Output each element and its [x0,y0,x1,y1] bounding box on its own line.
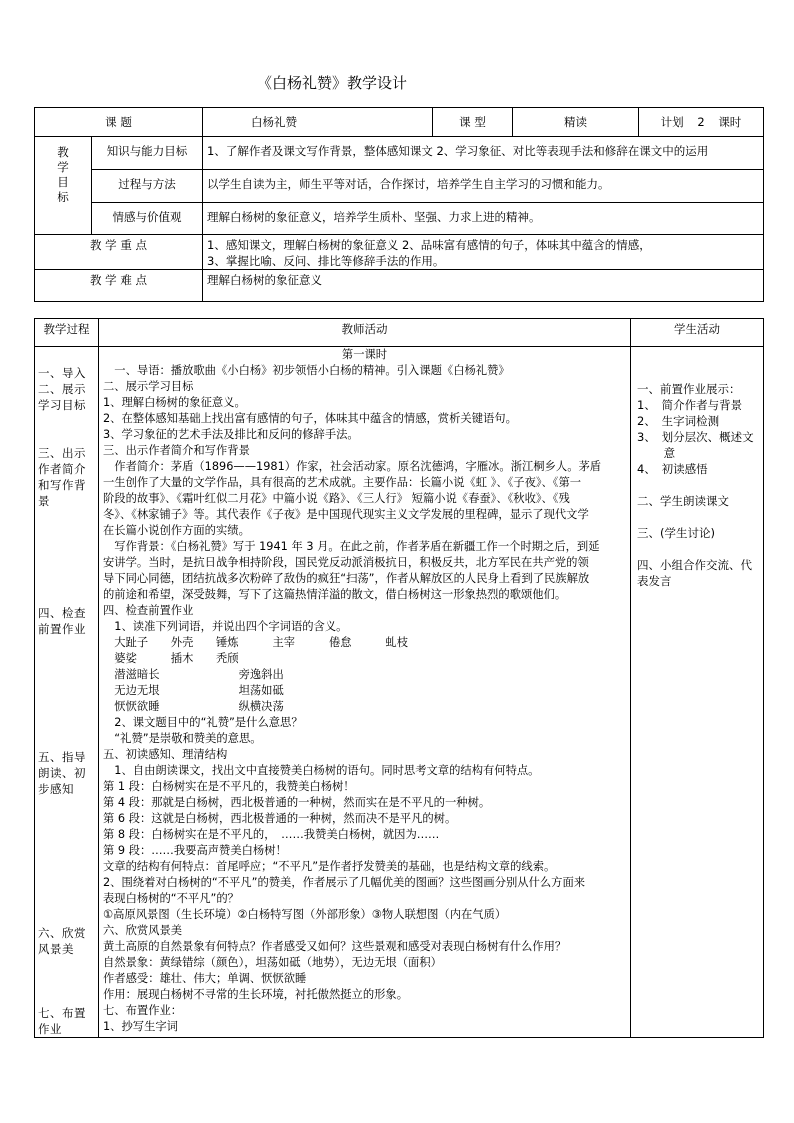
teacher-activity-line: 第 6 段：这就是白杨树，西北极普通的一种树，然而决不是平凡的树。 [103,812,457,825]
plan-value: 2 [697,115,705,129]
teacher-activity-line: 无边无垠 坦荡如砥 [103,684,284,697]
goals-label: 教 学 目 标 [35,137,92,235]
teacher-activity-line: 六、欣赏风景美 [103,924,183,937]
student-activity-line: 意 [637,446,676,460]
process-step [38,365,96,381]
page-title: 《白杨礼赞》教学设计 [257,74,408,92]
teacher-activity-line: 1、理解白杨树的象征意义。 [103,396,246,409]
teacher-activity-line: 婆娑 插木 秃颀 [103,652,239,665]
teacher-activity-line: 2、围绕着对白杨树的“不平凡”的赞美，作者展示了几幅优美的图画？这些图画分别从什么方面来 [103,876,586,889]
teacher-activity-line: 第 4 段：那就是白杨树，西北极普通的一种树，然而实在是不平凡的一种树。 [103,796,491,809]
process-step-line: 七、布置 [38,1006,86,1020]
student-activity-line: 四、小组合作交流、代 [637,558,752,572]
teacher-activity-line: 四、检查前置作业 [103,604,194,617]
student-activity-column [631,347,764,1038]
teacher-activity-line: 表现白杨树的“不平凡”的？ [103,892,239,905]
student-activity-line: 4、 初读感悟 [637,462,708,476]
teacher-activity-line: 一生创作了大量的文学作品，具有很高的艺术成就。主要作品：长篇小说《虹 》、《子夜》、《第一 [103,476,582,489]
process-step-line: 景 [38,494,50,508]
process-step [38,1005,96,1037]
difficult-points-label: 教 学 难 点 [35,270,203,302]
teacher-activity-line: 大趾子 外壳 锤炼 主宰 倦怠 虬枝 [103,636,409,649]
topic-value: 白杨礼赞 [203,108,433,137]
teacher-activity-line: 的前途和希望，深受鼓舞，写下了这篇热情洋溢的散文，借白杨树这一形象热烈的歌颂他们。 [103,588,567,601]
teacher-activity-line: 作者感受：雄壮、伟大；单调、恹恹欲睡 [103,972,307,985]
difficult-points-text: 理解白杨树的象征意义 [203,270,764,302]
teaching-process-table [34,318,764,1038]
lesson-info-table [34,107,764,302]
student-activity-line: 表发言 [637,574,672,588]
teacher-activity-line: 二、展示学习目标 [103,380,194,393]
teacher-activity-line: 五、初读感知、理清结构 [103,748,228,761]
teacher-activity-line: ①高原风景图（生长环境）②白杨特写图（外部形象）③物人联想图（内在气质） [103,908,507,921]
teacher-activity-line: 黄土高原的自然景象有何特点？作者感受又如何？这些景观和感受对表现白杨树有什么作用？ [103,940,567,953]
process-step-line: 四、检查 [38,606,86,620]
process-step-line: 二、展示 [38,382,86,396]
teacher-activity-line: 文章的结构有何特点：首尾呼应；“不平凡”是作者抒发赞美的基础，也是结构文章的线索。 [103,860,556,873]
process-step-line: 作者简介 [38,462,86,476]
plan-cell [639,108,764,137]
teacher-activity-column [99,347,631,1038]
teacher-activity-line: 2、课文题目中的“礼赞”是什么意思？ [103,716,303,729]
process-step-line: 前置作业 [38,622,86,636]
process-step-line: 五、指导 [38,750,86,764]
goal-emotion-label: 情感与价值观 [92,203,203,235]
student-activity-line: 一、前置作业展示： [637,382,741,396]
topic-label: 课 题 [35,108,203,137]
process-step-line: 作业 [38,1022,62,1036]
key-points-text: 1、感知课文，理解白杨树的象征意义 2、品味富有感情的句子，体味其中蕴含的情感， 3、掌握比喻、反问、排比等修辞手法的作用。 [203,235,764,270]
process-step-line: 三、出示 [38,446,86,460]
type-value: 精读 [513,108,639,137]
col-header-teacher: 教师活动 [99,319,631,347]
teacher-activity-line: 恹恹欲睡 纵横决荡 [103,700,284,713]
teacher-activity-line: 1、自由朗读课文，找出文中直接赞美白杨树的语句。同时思考文章的结构有何特点。 [103,764,540,777]
teacher-activity-line: 写作背景：《白杨礼赞》写于 1941 年 3 月。在此之前，作者茅盾在新疆工作一个时期之后，到延 [103,540,600,553]
process-step-line: 六、欣赏 [38,926,86,940]
teacher-activity-line: 阶段的故事》、《霜叶红似二月花》中篇小说《路》、《三人行》 短篇小说《春蚕》、《秋收》、《残 [103,492,570,505]
process-step-line: 朗读、初 [38,766,86,780]
type-label: 课 型 [433,108,513,137]
process-step [38,605,96,637]
col-header-process: 教学过程 [35,319,99,347]
process-step-line: 一、导入 [38,366,86,380]
teacher-activity-line: 自然景象：黄绿错综（颜色），坦荡如砥（地势），无边无垠（面积） [103,956,442,969]
goal-knowledge-label: 知识与能力目标 [92,137,203,170]
goal-process-label: 过程与方法 [92,170,203,203]
goal-emotion-text: 理解白杨树的象征意义，培养学生质朴、坚强、力求上进的精神。 [203,203,764,235]
student-activity-line: 二、学生朗读课文 [637,494,729,508]
goal-knowledge-text: 1、了解作者及课文写作背景，整体感知课文 2、学习象征、对比等表现手法和修辞在课文中的运用 [203,137,764,170]
student-activity-line: 三、(学生讨论) [637,526,715,540]
teacher-activity-line: 第 1 段：白杨树实在是不平凡的，我赞美白杨树！ [103,780,355,793]
teacher-activity-line: 第 8 段：白杨树实在是不平凡的， ……我赞美白杨树，就因为…… [103,828,440,841]
process-step [38,381,96,413]
teacher-activity-line: “礼赞”是崇敬和赞美的意思。 [103,732,262,745]
student-activity-line: 1、 简介作者与背景 [637,398,743,412]
process-step-line: 步感知 [38,782,74,796]
teacher-activity-line: 冬》、《林家铺子》等。其代表作《子夜》是中国现代现实主义文学发展的里程碑，显示了现代文学 [103,508,589,521]
teacher-activity-line: 一、导语：播放歌曲《小白杨》初步领悟小白杨的精神。引入课题《白杨礼赞》 [103,364,510,377]
process-step [38,445,96,509]
plan-label: 计划 [660,115,684,129]
key-points-label: 教 学 重 点 [35,235,203,270]
process-step [38,925,96,957]
process-step-line: 和写作背 [38,478,86,492]
process-step-line: 学习目标 [38,398,86,412]
teacher-activity-line: 第一课时 [341,348,388,361]
teacher-activity-line: 3、学习象征的艺术手法及排比和反问的修辞手法。 [103,428,359,441]
goal-process-text: 以学生自读为主，师生平等对话，合作探讨，培养学生自主学习的习惯和能力。 [203,170,764,203]
teacher-activity-line: 导下同心同德，团结抗战多次粉碎了敌伪的疯狂“扫荡”，作者从解放区的人民身上看到了民族解放 [103,572,590,585]
teacher-activity-line: 1、抄写生字词 [103,1020,178,1033]
student-activity-line: 3、 划分层次、概述文 [637,430,754,444]
teacher-activity-line: 作者简介：茅盾（1896——1981）作家，社会活动家。原名沈德鸿，字雁冰。浙江桐乡人。茅盾 [103,460,602,473]
col-header-student: 学生活动 [631,319,764,347]
teacher-activity-line: 2、在整体感知基础上找出富有感情的句子，体味其中蕴含的情感，赏析关键语句。 [103,412,517,425]
teacher-activity-line: 安讲学。当时，是抗日战争相持阶段，国民党反动派消极抗日，积极反共，北方军民在共产党的领 [103,556,589,569]
process-steps-column [35,347,99,1038]
student-activity-line: 2、 生字词检测 [637,414,720,428]
process-step [38,749,96,797]
teacher-activity-line: 三、出示作者简介和写作背景 [103,444,250,457]
teacher-activity-line: 潜滋暗长 旁逸斜出 [103,668,284,681]
teacher-activity-line: 七、布置作业： [103,1004,183,1017]
teacher-activity-line: 在长篇小说创作方面的实绩。 [103,524,250,537]
teacher-activity-line: 1、读准下列词语，并说出四个字词语的含义。 [103,620,348,633]
teacher-activity-line: 第 9 段：……我要高声赞美白杨树！ [103,844,287,857]
plan-unit: 课时 [718,115,742,129]
teacher-activity-line: 作用：展现白杨树不寻常的生长环境，衬托傲然挺立的形象。 [103,988,409,1001]
process-step-line: 风景美 [38,942,74,956]
